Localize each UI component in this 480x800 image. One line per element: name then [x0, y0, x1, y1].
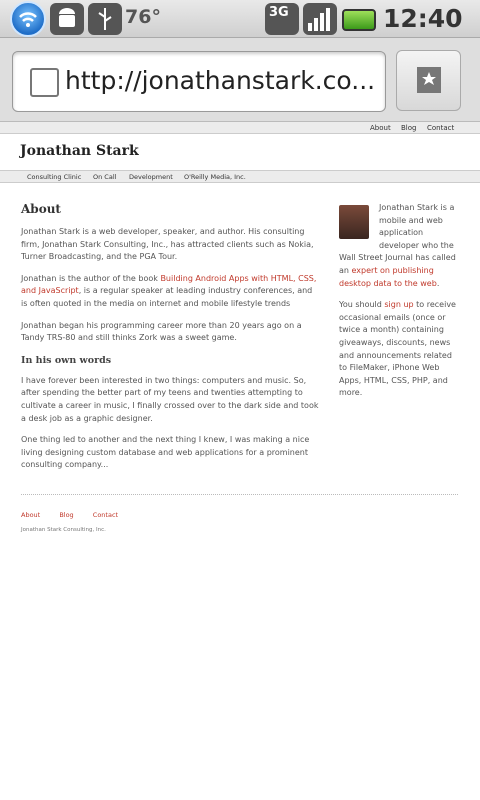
- about-paragraph-2: [21, 273, 319, 311]
- sidebar: [339, 202, 459, 409]
- about-paragraph-1: Jonathan Stark is a web developer, speaker, and author. His consulting firm, Jonathan Stark Consulting, Inc., has attracted clients such as Nokia, Turner Broadcasting, and the PGA Tour.: [21, 227, 314, 262]
- url-text[interactable]: http://jonathanstark.co...: [65, 66, 375, 95]
- site-header: [0, 135, 480, 171]
- footer-links: [21, 502, 458, 521]
- book-link[interactable]: Building Android Apps with HTML, CSS, and JavaScript: [21, 273, 317, 296]
- globe-icon: [30, 68, 59, 97]
- nav-on-call[interactable]: On Call: [93, 173, 117, 181]
- p2-text-before: Jonathan is the author of the book: [21, 273, 161, 283]
- signal-icon: [303, 3, 337, 35]
- status-bar: [0, 0, 480, 38]
- p2-text-after: , is a regular speaker at leading industry conferences, and is often quoted in the media on internet and mobile lifestyle trends: [21, 286, 313, 308]
- url-field[interactable]: [12, 51, 386, 112]
- own-words-heading: In his own words: [21, 354, 112, 366]
- footer: [21, 494, 458, 533]
- bio-text-before: Jonathan Stark is a mobile and web application developer who the Wall Street Journal has called an: [339, 203, 456, 275]
- nav-oreilly[interactable]: O'Reilly Media, Inc.: [184, 173, 246, 181]
- site-title[interactable]: Jonathan Stark: [20, 143, 139, 159]
- copyright: Jonathan Stark Consulting, Inc.: [21, 527, 106, 533]
- avatar: [339, 205, 369, 239]
- own-words-paragraph-2: One thing led to another and the next thing I knew, I was making a nice living designing custom database and web applications for a prominent consulting company...: [21, 435, 310, 470]
- expert-link[interactable]: expert on publishing desktop data to the web: [339, 265, 437, 288]
- sidebar-signup: [339, 299, 459, 400]
- about-heading: About: [21, 202, 61, 216]
- top-link-about[interactable]: About: [370, 124, 391, 132]
- signup-text-before: You should: [339, 300, 385, 310]
- own-words-paragraph-1: I have forever been interested in two things: computers and music. So, after spending the better part of my teens and twenties attempting to cultivate a career in music, I finally crossed over to the dark side and took a desk job as a graphic designer.: [21, 375, 319, 423]
- bookmark-button[interactable]: [396, 50, 461, 111]
- footer-link-contact[interactable]: Contact: [92, 511, 119, 519]
- top-links: [0, 122, 480, 134]
- signup-link[interactable]: sign up: [384, 300, 414, 310]
- main-nav: [0, 171, 480, 183]
- bio-text-after: .: [436, 278, 440, 288]
- network-3g-icon: [265, 3, 299, 35]
- temperature: 76°: [125, 6, 161, 28]
- browser-toolbar: [0, 38, 480, 122]
- about-paragraph-3: Jonathan began his programming career more than 20 years ago on a Tandy TRS-80 and still thinks Zork was a sweet game.: [21, 320, 302, 343]
- signup-text-after: to receive occasional emails (once or twice a month) containing giveaways, discounts, news and announcements related to FileMaker, iPhone Web Apps, HTML, CSS, PHP, and more.: [339, 300, 456, 398]
- web-page: [0, 122, 480, 800]
- top-link-blog[interactable]: Blog: [401, 124, 417, 132]
- main-content: [21, 202, 319, 481]
- nav-consulting-clinic[interactable]: Consulting Clinic: [27, 173, 82, 181]
- nav-development[interactable]: Development: [129, 173, 173, 181]
- bookmark-icon: [415, 65, 443, 95]
- footer-link-about[interactable]: About: [21, 511, 41, 519]
- top-link-contact[interactable]: Contact: [427, 124, 455, 132]
- network-label: 3G: [269, 5, 289, 20]
- wifi-icon: [10, 1, 46, 37]
- clock-time: 12:40: [383, 4, 463, 33]
- footer-link-blog[interactable]: Blog: [59, 511, 74, 519]
- usb-icon: [88, 3, 122, 35]
- android-icon: [50, 3, 84, 35]
- battery-icon: [342, 9, 376, 31]
